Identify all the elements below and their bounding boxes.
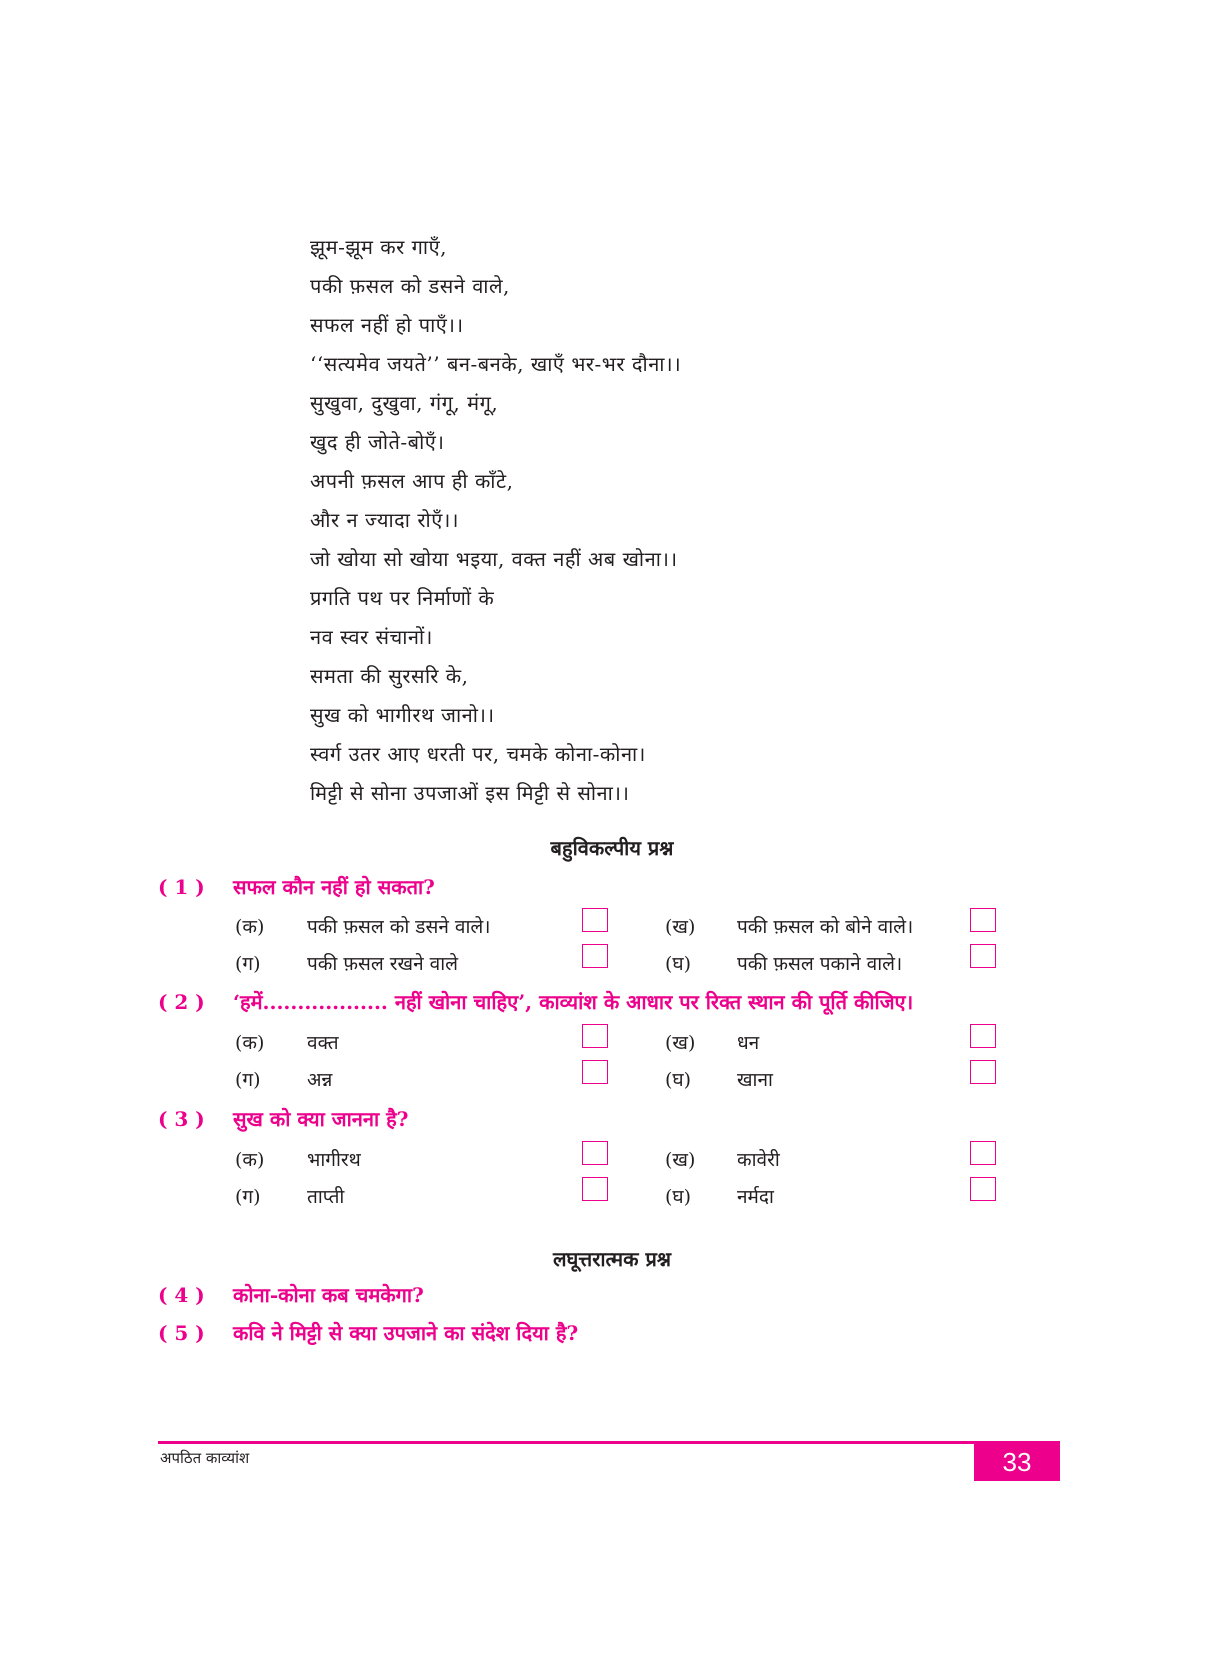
poem-line: खुद ही जोते-बोएँ। [310,430,445,454]
option-label: (क) [235,1032,265,1054]
option [235,950,458,976]
poem-line: स्वर्ग उतर आए धरती पर, चमके कोना-कोना। [310,742,646,766]
option [665,1066,773,1092]
question-number: ( 1 ) [158,875,205,899]
poem-line: सफल नहीं हो पाएँ।। [310,313,464,337]
option [235,1183,344,1209]
option-text: नर्मदा [737,1186,774,1208]
option-label: (क) [235,916,265,938]
option [235,1029,339,1055]
answer-checkbox[interactable] [582,1177,608,1201]
answer-checkbox[interactable] [970,1177,996,1201]
question-number: ( 2 ) [158,990,205,1014]
option [235,913,490,939]
option-label: (ग) [235,1069,261,1091]
option-label: (ख) [665,1032,696,1054]
option [665,1029,759,1055]
footer-section-title: अपठित काव्यांश [160,1449,250,1467]
page-number: 33 [974,1443,1060,1481]
question-text: सफल कौन नहीं हो सकता? [233,875,435,899]
option-text: ताप्ती [307,1186,345,1208]
poem-line: प्रगति पथ पर निर्माणों के [310,586,495,610]
question-text: ‘हमें.................. नहीं खोना चाहिए’, काव्यांश के आधार पर रिक्त स्थान की पूर्ति कीजिए। [233,990,914,1014]
option-text: भागीरथ [307,1149,361,1171]
option-text: खाना [737,1069,773,1091]
answer-checkbox[interactable] [582,908,608,932]
option [665,950,902,976]
question-number: ( 5 ) [158,1321,205,1345]
option-text: धन [737,1032,760,1054]
poem-line: मिट्टी से सोना उपजाओं इस मिट्टी से सोना।। [310,781,630,805]
poem-line: समता की सुरसरि के, [310,664,469,688]
option-text: पकी फ़सल को बोने वाले। [737,916,914,938]
poem [310,228,681,813]
poem-line: नव स्वर संचानों। [310,625,433,649]
answer-checkbox[interactable] [582,1060,608,1084]
option-label: (क) [235,1149,265,1171]
option [665,913,913,939]
poem-line: सुख को भागीरथ जानो।। [310,703,495,727]
question-number: ( 4 ) [158,1283,205,1307]
option-label: (ग) [235,953,261,975]
answer-checkbox[interactable] [970,908,996,932]
question-text: सुख को क्या जानना है? [233,1107,409,1131]
question-2 [158,988,913,1015]
option-label: (घ) [665,953,692,975]
poem-line: ‘‘सत्यमेव जयते’’ बन-बनके, खाएँ भर-भर दौना।। [310,352,682,376]
option-label: (ख) [665,916,696,938]
option-text: पकी फ़सल पकाने वाले। [737,953,903,975]
option-label: (ख) [665,1149,696,1171]
answer-checkbox[interactable] [970,1060,996,1084]
option-text: वक्त [307,1032,339,1054]
answer-checkbox[interactable] [970,1141,996,1165]
answer-checkbox[interactable] [970,1024,996,1048]
option-text: कावेरी [737,1149,780,1171]
question-text: कोना-कोना कब चमकेगा? [233,1283,424,1307]
option [235,1146,361,1172]
poem-line: पकी फ़सल को डसने वाले, [310,274,510,298]
poem-line: झूम-झूम कर गाएँ, [310,235,448,259]
short-answer-heading: लघूत्तरात्मक प्रश्न [553,1247,671,1271]
poem-line: सुखुवा, दुखुवा, गंगू, मंगू, [310,391,499,415]
option-label: (घ) [665,1069,692,1091]
question-text: कवि ने मिट्टी से क्या उपजाने का संदेश दिया है? [233,1321,579,1345]
answer-checkbox[interactable] [970,944,996,968]
poem-line: जो खोया सो खोया भइया, वक्त नहीं अब खोना।। [310,547,678,571]
question-1 [158,873,435,900]
poem-line: अपनी फ़सल आप ही काँटे, [310,469,514,493]
question-number: ( 3 ) [158,1107,205,1131]
answer-checkbox[interactable] [582,1024,608,1048]
option-text: अन्न [307,1069,333,1091]
option [665,1183,774,1209]
option-label: (घ) [665,1186,692,1208]
question-5 [158,1319,578,1346]
mcq-heading: बहुविकल्पीय प्रश्न [550,836,674,860]
option [665,1146,780,1172]
option-text: पकी फ़सल रखने वाले [307,953,459,975]
footer-divider [158,1441,1060,1444]
answer-checkbox[interactable] [582,1141,608,1165]
answer-checkbox[interactable] [582,944,608,968]
question-4 [158,1281,424,1308]
option [235,1066,332,1092]
option-text: पकी फ़सल को डसने वाले। [307,916,491,938]
option-label: (ग) [235,1186,261,1208]
poem-line: और न ज्यादा रोएँ।। [310,508,459,532]
question-3 [158,1105,409,1132]
